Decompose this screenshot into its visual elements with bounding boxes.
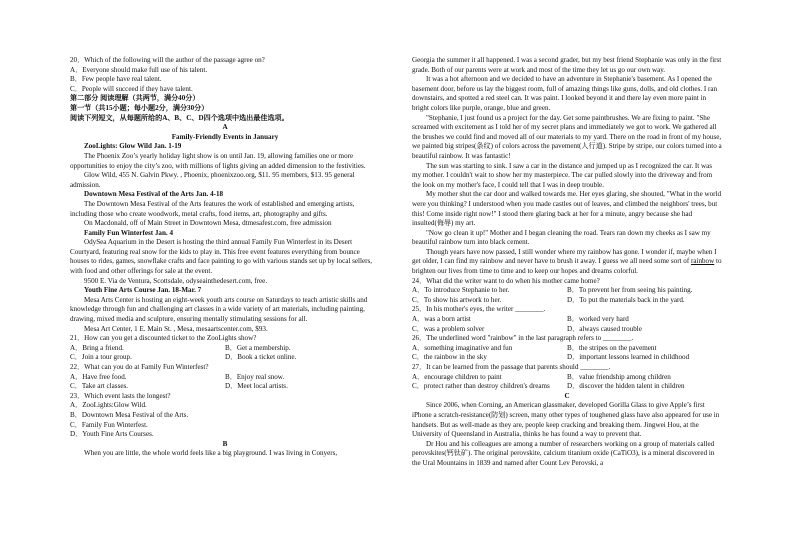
q27-option-d: D．discover the hidden talent in children bbox=[567, 382, 685, 391]
event-youth-arts-address: Mesa Art Center, 1 E. Main St. , Mesa, mesaartscenter.com, $93. bbox=[84, 324, 268, 333]
underlined-rainbow: rainbow bbox=[690, 257, 715, 266]
q24-option-b: B．To prevent her from seeing his painting. bbox=[567, 286, 693, 295]
q24-options-row-2 bbox=[412, 296, 722, 306]
event-mesa-address: On Macdonald, off of Main Street in Downtown Mesa, dtmesafest.com, free admission bbox=[84, 219, 332, 228]
question-24: 24．What did the writer want to do when his mother came home? bbox=[412, 276, 600, 285]
q22-options-row-1 bbox=[70, 373, 380, 383]
para-7-part-1: Though years have now passed, I still wonder where my rainbow has gone. I wonder if, maybe when I get older, I can find my rainbow and never have to brush it away. I guess we all need some sort of bbox=[412, 247, 717, 266]
q26-options-row-1 bbox=[412, 344, 722, 354]
passage-b-label: B bbox=[222, 439, 228, 448]
question-27: 27．It can be learned from the passage that parents should ________. bbox=[412, 363, 611, 371]
passage-b-para-5: My mother shut the car door and walked towards me. Her eyes glaring, she shouted, "What in the world were you thinking? I understood when you made castles out of leaves, and climbed the neighbors' trees, but this! Come inside right now!" I stood there glaring back at her for a minute, angry because she had insulted(侮辱) my art. bbox=[412, 190, 722, 228]
q25-option-b: B．worked very hard bbox=[567, 315, 629, 324]
q26-options-row-2 bbox=[412, 353, 722, 363]
q23-option-a: A．ZooLights:Glow Wild. bbox=[70, 401, 147, 410]
para-7-part-2: to brighten our lives from time to time and to keep our hopes and dreams colorful. bbox=[412, 257, 722, 276]
passage-a-title: Family-Friendly Events in January bbox=[171, 132, 279, 141]
event-winterfest-address: 9500 E. Via de Ventura, Scottsdale, odyseainthedesert.com, free. bbox=[84, 276, 268, 285]
question-26: 26．The underlined word "rainbow" in the last paragraph refers to ________. bbox=[412, 334, 634, 343]
q21-option-a: A．Bring a friend. bbox=[70, 343, 124, 352]
event-zoolights-body: The Phoenix Zoo’s yearly holiday light show is on until Jan. 19, allowing families one or more opportunities to enjoy the city’s zoo, with millions of lights giving an added dimension to the festivities. bbox=[70, 151, 366, 170]
q24-option-a: A．To introduce Stephanie to her. bbox=[412, 286, 510, 295]
q22-option-c: C．Take art classes. bbox=[70, 382, 129, 391]
question-20: 20．Which of the following will the author of the passage agree on? bbox=[70, 56, 265, 64]
event-youth-arts-title: Youth Fine Arts Course Jan. 18-Mar. 7 bbox=[84, 286, 202, 295]
event-mesa-title: Downtown Mesa Festival of the Arts Jan. 4-18 bbox=[84, 190, 224, 199]
event-zoolights-address: Glow Wild, 455 N. Galvin Pkwy. , Phoenix, phoenixzoo.org, $11. 95 members, $13. 95 general admission. bbox=[70, 171, 355, 189]
passage-b-start: When you are little, the whole world feels like a big playground. I was living in Conyers, bbox=[84, 449, 338, 458]
q22-options-row-2 bbox=[70, 382, 380, 392]
passage-c-para-2: Dr Hou and his colleagues are among a number of researchers working on a group of materials called perovskites(钙钛矿). The original perovskite, calcium titanium oxide (CaTiO3), is a mineral discovered in the Ural Mountains in 1839 and named after Count Lev Perovski, a bbox=[412, 439, 715, 467]
q24-option-d: D．To put the materials back in the yard. bbox=[567, 295, 685, 304]
q25-options-row-1 bbox=[412, 315, 722, 325]
passage-c-label: C bbox=[564, 391, 570, 400]
question-25: 25．In his mother's eyes, the writer ________. bbox=[412, 305, 546, 314]
q23-option-c: C．Family Fun Winterfest. bbox=[70, 420, 148, 429]
left-column bbox=[70, 56, 380, 459]
q27-options-row-1 bbox=[412, 373, 722, 383]
q26-option-d: D．important lessons learned in childhood bbox=[567, 353, 690, 362]
section-1-heading: 第一节（共15小题；每小题2分，满分30分） bbox=[70, 103, 209, 112]
q26-option-b: B．the stripes on the pavement bbox=[567, 343, 657, 352]
question-23: 23．Which event lasts the longest? bbox=[70, 391, 171, 400]
q20-option-c: C．People will succeed if they have talent. bbox=[70, 84, 193, 93]
q27-option-a: A．encourage children to paint bbox=[412, 372, 502, 381]
event-winterfest-body: OdySea Aquarium in the Desert is hosting the third annual Family Fun Winterfest in its Desert Courtyard, featuring real snow for the kids to play in. This free event features everything from bounce houses to rides, games, snowflake crafts and face painting to go with various stands set up by local sellers, with food and other offerings for sale at the event. bbox=[70, 238, 373, 276]
right-column bbox=[412, 56, 722, 469]
passage-b-para-3: "Stephanie, I just found us a project for the day. Get some paintbrushes. We are fixing to paint. "She screamed with excitement as I told her of my secret plans and immediately we got to work. We gathered all the brushes we could find and moved all of our materials to my yard. There on the road in front of my house, we painted big stripes(条纹) of colors across the pavement(人行道). Stripe by stripe, our colors turned into a beautiful rainbow. It was fantastic! bbox=[412, 113, 722, 160]
q21-option-b: B．Get a membership. bbox=[225, 343, 291, 352]
q23-option-d: D．Youth Fine Arts Courses. bbox=[70, 430, 154, 439]
q22-option-a: A．Have free food. bbox=[70, 372, 127, 381]
q27-option-b: B．value friendship among children bbox=[567, 372, 671, 381]
passage-b-para-7 bbox=[412, 248, 722, 277]
event-winterfest-title: Family Fun Winterfest Jan. 4 bbox=[84, 228, 174, 237]
q21-options-row-2 bbox=[70, 353, 380, 363]
q21-options-row-1 bbox=[70, 344, 380, 354]
passage-a-label: A bbox=[222, 123, 228, 132]
q27-option-c: C．protect rather than destroy children's dreams bbox=[412, 382, 550, 391]
event-youth-arts-body: Mesa Arts Center is hosting an eight-week youth arts course on Saturdays to teach artistic skills and knowledge through fun and challenging art classes in a wide variety of art materials, including painting, drawing, mixed media and sculpture, ensuring mentally stimulating sessions for all. bbox=[70, 295, 368, 324]
q26-option-c: C．the rainbow in the sky bbox=[412, 353, 487, 362]
passage-b-para-1: Georgia the summer it all happened. I was a second grader, but my best friend Stephanie was only in the first grade. Both of our parents were at work and most of the time they let us go our own way. bbox=[412, 56, 722, 74]
question-21: 21．How can you get a discounted ticket to the ZooLights show? bbox=[70, 334, 257, 343]
q25-options-row-2 bbox=[412, 325, 722, 335]
q25-option-c: C．was a problem solver bbox=[412, 324, 485, 333]
q22-option-d: D．Meet local artists. bbox=[225, 382, 288, 391]
passage-b-para-6: "Now go clean it up!" Mother and I began cleaning the road. Tears ran down my cheeks as I saw my beautiful rainbow turn into black cement. bbox=[412, 228, 711, 247]
q24-options-row-1 bbox=[412, 286, 722, 296]
q20-option-a: A．Everyone should make full use of his talent. bbox=[70, 65, 208, 74]
q22-option-b: B．Enjoy real snow. bbox=[225, 372, 285, 381]
q21-option-d: D．Book a ticket online. bbox=[225, 353, 297, 362]
part-2-heading: 第二部分 阅读理解（共两节，满分40分） bbox=[70, 94, 200, 103]
q23-option-b: B．Downtown Mesa Festival of the Arts. bbox=[70, 410, 189, 419]
instructions: 阅读下列短文，从每题所给的A、B、C、D四个选项中选出最佳选项。 bbox=[70, 113, 289, 122]
event-zoolights-title: ZooLights: Glow Wild Jan. 1-19 bbox=[84, 142, 182, 151]
q25-option-d: D．always caused trouble bbox=[567, 324, 642, 333]
passage-c-para-1: Since 2006, when Corning, an American glassmaker, developed Gorilla Glass to give Apple’s first iPhone a scratch-resistance(防划) screen, many other types of toughened glass have also appeared for use in handsets. But as well-made as they are, people keep cracking and breaking them. Jingwei Hou, at the University of Queensland in Australia, thinks he has found a way to prevent that. bbox=[412, 401, 720, 439]
q21-option-c: C．Join a tour group. bbox=[70, 353, 132, 362]
q27-options-row-2 bbox=[412, 382, 722, 392]
passage-b-para-4: The sun was starting to sink. I saw a car in the distance and jumped up as I recognized the car. It was my mother. I couldn't wait to show her my masterpiece. The car pulled slowly into the driveway and from the look on my mother's face, I could tell that I was in deep trouble. bbox=[412, 161, 713, 189]
q24-option-c: C．To show his artwork to her. bbox=[412, 295, 502, 304]
q20-option-b: B．Few people have real talent. bbox=[70, 75, 162, 84]
passage-b-para-2: It was a hot afternoon and we decided to have an adventure in Stephanie's basement. As I opened the basement door, before us lay the biggest room, full of amazing things like guns, dolls, and old clothes. I ran downstairs, and spotted a red steel can. It was paint. I looked beyond it and there lay even more paint in bright colors like purple, orange, blue and green. bbox=[412, 75, 718, 112]
event-mesa-body: The Downtown Mesa Festival of the Arts features the work of established and emerging artists, including those who create woodwork, metal crafts, food items, art, photography and gifts. bbox=[70, 199, 355, 218]
q25-option-a: A．was a born artist bbox=[412, 315, 471, 324]
question-22: 22．What can you do at Family Fun Winterfest? bbox=[70, 363, 209, 371]
q26-option-a: A．something imaginative and fun bbox=[412, 343, 513, 352]
